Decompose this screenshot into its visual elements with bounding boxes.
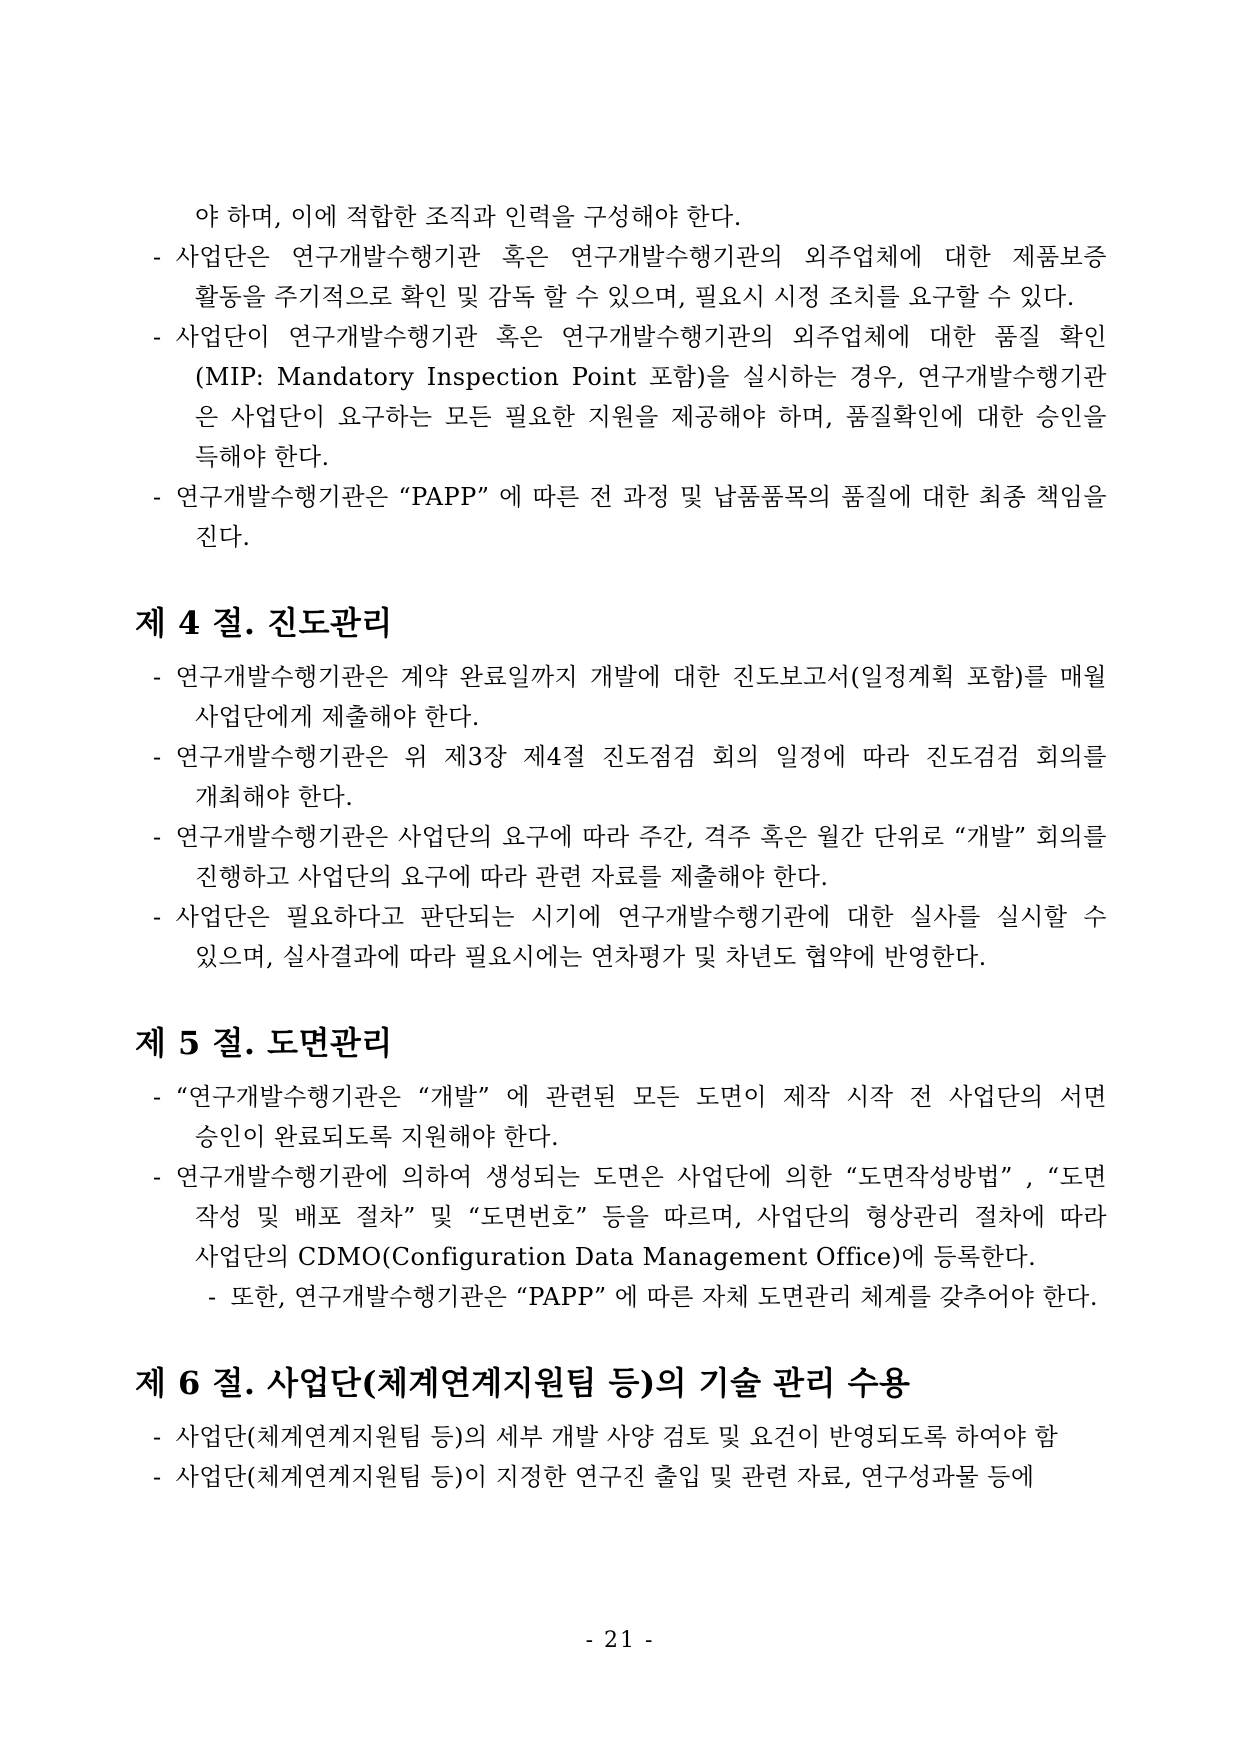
dash-marker: -	[208, 1283, 217, 1311]
bullet-paragraph	[135, 897, 1107, 977]
dash-marker: -	[153, 823, 162, 851]
dash-marker: -	[153, 663, 162, 691]
paragraph-text: 야 하며, 이에 적합한 조직과 인력을 구성해야 한다.	[195, 203, 742, 231]
dash-marker: -	[153, 1163, 162, 1191]
bullet-paragraph	[135, 657, 1107, 737]
dash-marker: -	[153, 1423, 162, 1451]
bullet-paragraph	[135, 1417, 1107, 1457]
bullet-paragraph	[135, 317, 1107, 477]
paragraph-text: 연구개발수행기관은 “PAPP” 에 따른 전 과정 및 납품품목의 품질에 대한 최종 책임을 진다.	[175, 483, 1107, 551]
paragraph-text: 사업단(체계연계지원팀 등)의 세부 개발 사양 검토 및 요건이 반영되도록 하여야 함	[175, 1423, 1059, 1451]
section-title: 제 6 절. 사업단(체계연계지원팀 등)의 기술 관리 수용	[135, 1364, 911, 1402]
paragraph-text: 사업단은 필요하다고 판단되는 시기에 연구개발수행기관에 대한 실사를 실시할 수 있으며, 실사결과에 따라 필요시에는 연차평가 및 차년도 협약에 반영한다.	[175, 903, 1107, 971]
section-title: 제 4 절. 진도관리	[135, 604, 393, 642]
dash-marker: -	[153, 483, 162, 511]
document-section	[135, 1359, 1107, 1497]
paragraph-text: “연구개발수행기관은 “개발” 에 관련된 모든 도면이 제작 시작 전 사업단의 서면 승인이 완료되도록 지원해야 한다.	[175, 1083, 1107, 1151]
document-section	[135, 1019, 1107, 1317]
document-section	[135, 197, 1107, 557]
bullet-paragraph	[135, 1277, 1107, 1317]
document-section	[135, 599, 1107, 977]
document-content	[135, 197, 1107, 1497]
paragraph-text: 사업단은 연구개발수행기관 혹은 연구개발수행기관의 외주업체에 대한 제품보증 활동을 주기적으로 확인 및 감독 할 수 있으며, 필요시 시정 조치를 요구할 수 있다.	[175, 243, 1107, 311]
paragraph-text: 사업단(체계연계지원팀 등)이 지정한 연구진 출입 및 관련 자료, 연구성과물 등에	[175, 1463, 1035, 1491]
dash-marker: -	[153, 243, 162, 271]
dash-marker: -	[153, 323, 162, 351]
paragraph-text: 연구개발수행기관에 의하여 생성되는 도면은 사업단에 의한 “도면작성방법” , “도면 작성 및 배포 절차” 및 “도면번호” 등을 따르며, 사업단의 형상관리 절차에 따라 사업단의 CDMO(Configuration Data Management Office)에 등록한다.	[175, 1163, 1107, 1271]
paragraph-text: 또한, 연구개발수행기관은 “PAPP” 에 따른 자체 도면관리 체계를 갖추어야 한다.	[230, 1283, 1098, 1311]
dash-marker: -	[153, 1083, 162, 1111]
continuation-paragraph	[135, 197, 1107, 237]
bullet-paragraph	[135, 817, 1107, 897]
dash-marker: -	[153, 903, 162, 931]
paragraph-text: 연구개발수행기관은 계약 완료일까지 개발에 대한 진도보고서(일정계획 포함)를 매월 사업단에게 제출해야 한다.	[175, 663, 1107, 731]
bullet-paragraph	[135, 1077, 1107, 1157]
section-title: 제 5 절. 도면관리	[135, 1024, 393, 1062]
page-number: - 21 -	[585, 1628, 655, 1653]
bullet-paragraph	[135, 237, 1107, 317]
bullet-paragraph	[135, 737, 1107, 817]
bullet-paragraph	[135, 1157, 1107, 1277]
bullet-paragraph	[135, 1457, 1107, 1497]
dash-marker: -	[153, 1463, 162, 1491]
dash-marker: -	[153, 743, 162, 771]
paragraph-text: 연구개발수행기관은 사업단의 요구에 따라 주간, 격주 혹은 월간 단위로 “개발” 회의를 진행하고 사업단의 요구에 따라 관련 자료를 제출해야 한다.	[175, 823, 1107, 891]
paragraph-text: 사업단이 연구개발수행기관 혹은 연구개발수행기관의 외주업체에 대한 품질 확인(MIP: Mandatory Inspection Point 포함)을 실시하는 경우, 연구개발수행기관 은 사업단이 요구하는 모든 필요한 지원을 제공해야 하며, 품질확인에 대한 승인을 득해야 한다.	[175, 323, 1107, 471]
paragraph-text: 연구개발수행기관은 위 제3장 제4절 진도점검 회의 일정에 따라 진도검검 회의를 개최해야 한다.	[175, 743, 1107, 811]
bullet-paragraph	[135, 477, 1107, 557]
